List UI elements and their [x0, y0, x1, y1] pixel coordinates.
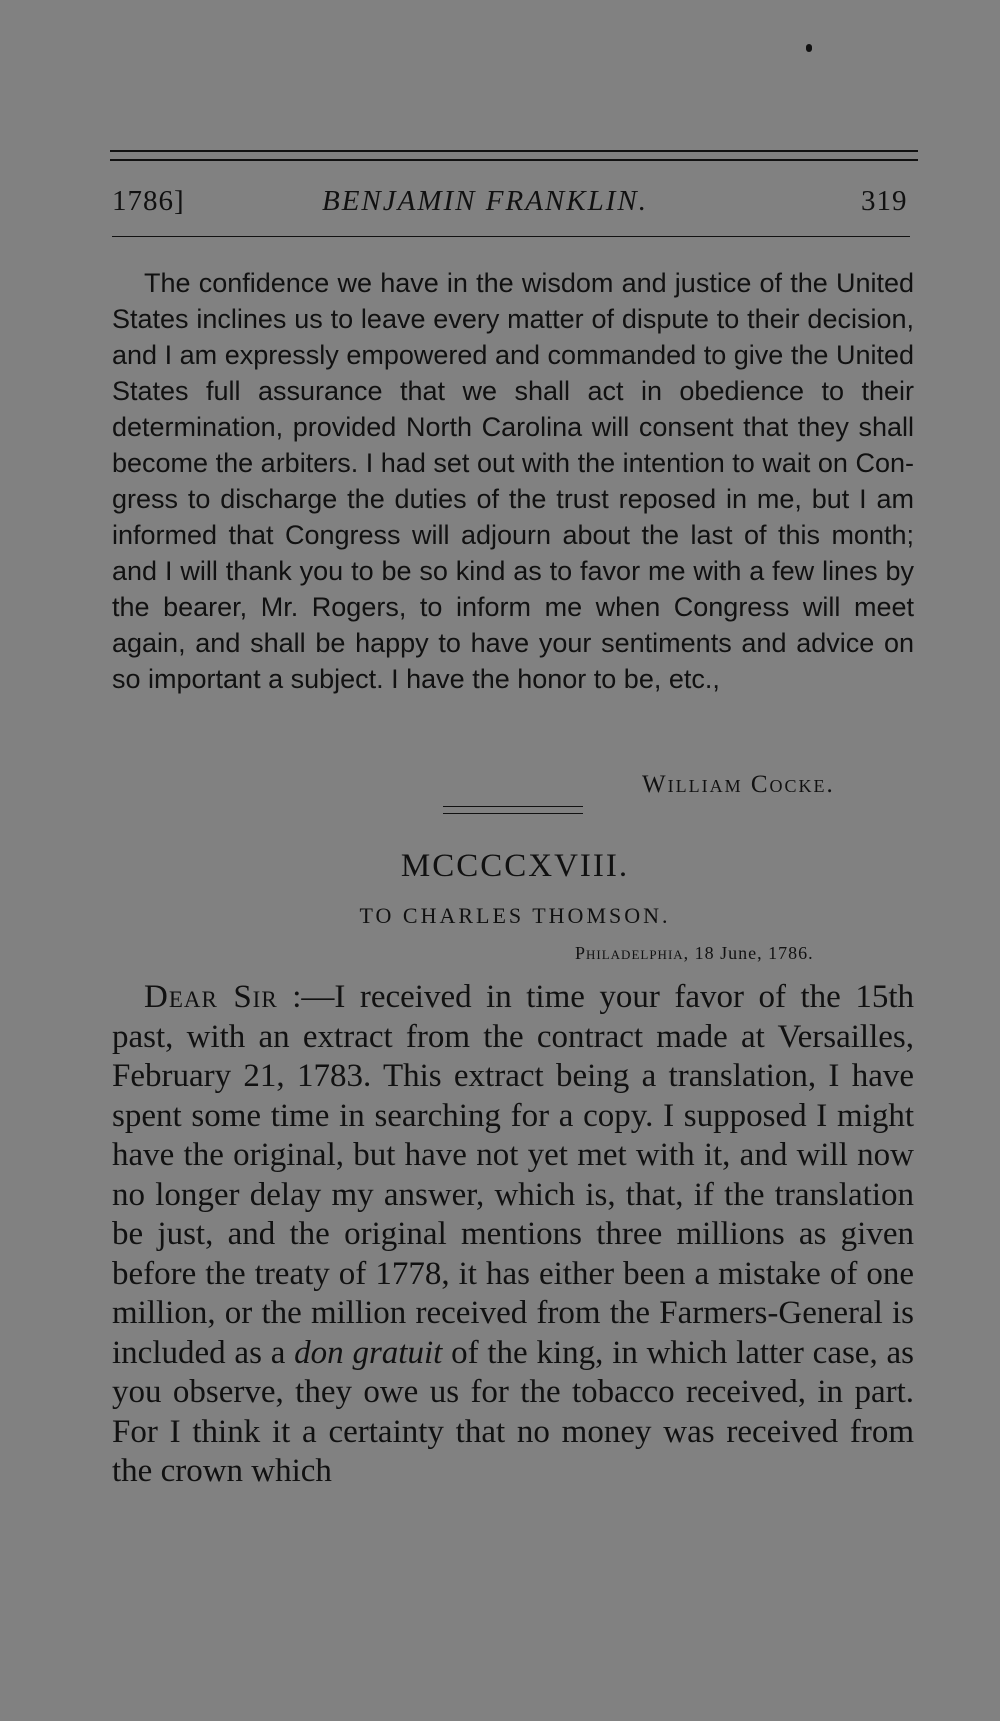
dateline-date: 18 June, 1786.: [694, 943, 814, 963]
running-head-title: BENJAMIN FRANKLIN.: [322, 185, 648, 217]
letter-number: MCCCCXVIII.: [400, 848, 630, 884]
header-rule-second: [110, 159, 918, 161]
letter2-salutation: Dear Sir: [144, 979, 278, 1015]
dateline-place: Philadelphia,: [575, 943, 690, 963]
letter2-italic-phrase: don gratuit: [294, 1334, 443, 1371]
ink-speck: [806, 44, 812, 52]
header-rule-bottom: [112, 236, 910, 237]
letter2-body-part1: :—I received in time your favor of the 15th past, with an extract from the contract made at Versailles, February 21, 1783. This extract being a translation, I have spent some time in searching for a copy. I supposed I might have the original, but have not yet met with it, and will now no longer delay my answer, which is, that, if the translation be just, and the original mentions three millions as given before the treaty of 1778, it has either been a mistake of one million, or the million received from the Farmers-General is included as a: [112, 979, 914, 1371]
letter1-body: The confidence we have in the wisdom and justice of the United States inclines us to leave every matter of dispute to their decision, and I am expressly empowered and commanded to give the United States full assurance that we shall act in obedience to their determination, provided North Carolina will consent that they shall become the arbiters. I had set out with the intention to wait on Congress to discharge the duties of the trust reposed in me, but I am informed that Congress will adjourn about the last of this month; and I will thank you to be so kind as to favor me with a few lines by the bearer, Mr. Rogers, to inform me when Congress will meet again, and shall be happy to have your sentiments and advice on so important a subject. I have the honor to be, etc.,: [112, 268, 914, 694]
letter1-signature: William Cocke.: [642, 771, 835, 798]
page-number: 319: [861, 185, 908, 217]
section-separator-line: [443, 806, 583, 807]
header-rule-top: [110, 150, 918, 152]
running-head-year: 1786]: [112, 185, 185, 217]
section-separator-line: [443, 813, 583, 814]
letter-dateline: [575, 943, 814, 964]
letter2-body-block: [112, 978, 914, 1492]
letter-addressee: TO CHARLES THOMSON.: [359, 903, 671, 928]
letter1-paragraph: [112, 265, 914, 697]
letter2-paragraph: [112, 978, 914, 1492]
letter1-body-block: [112, 265, 914, 697]
letter2-body-part2: of the king, in which latter case, as you observe, they owe us for the tobacco received, in part. For I think it a certainty that no money was received from the crown which: [112, 1334, 914, 1489]
